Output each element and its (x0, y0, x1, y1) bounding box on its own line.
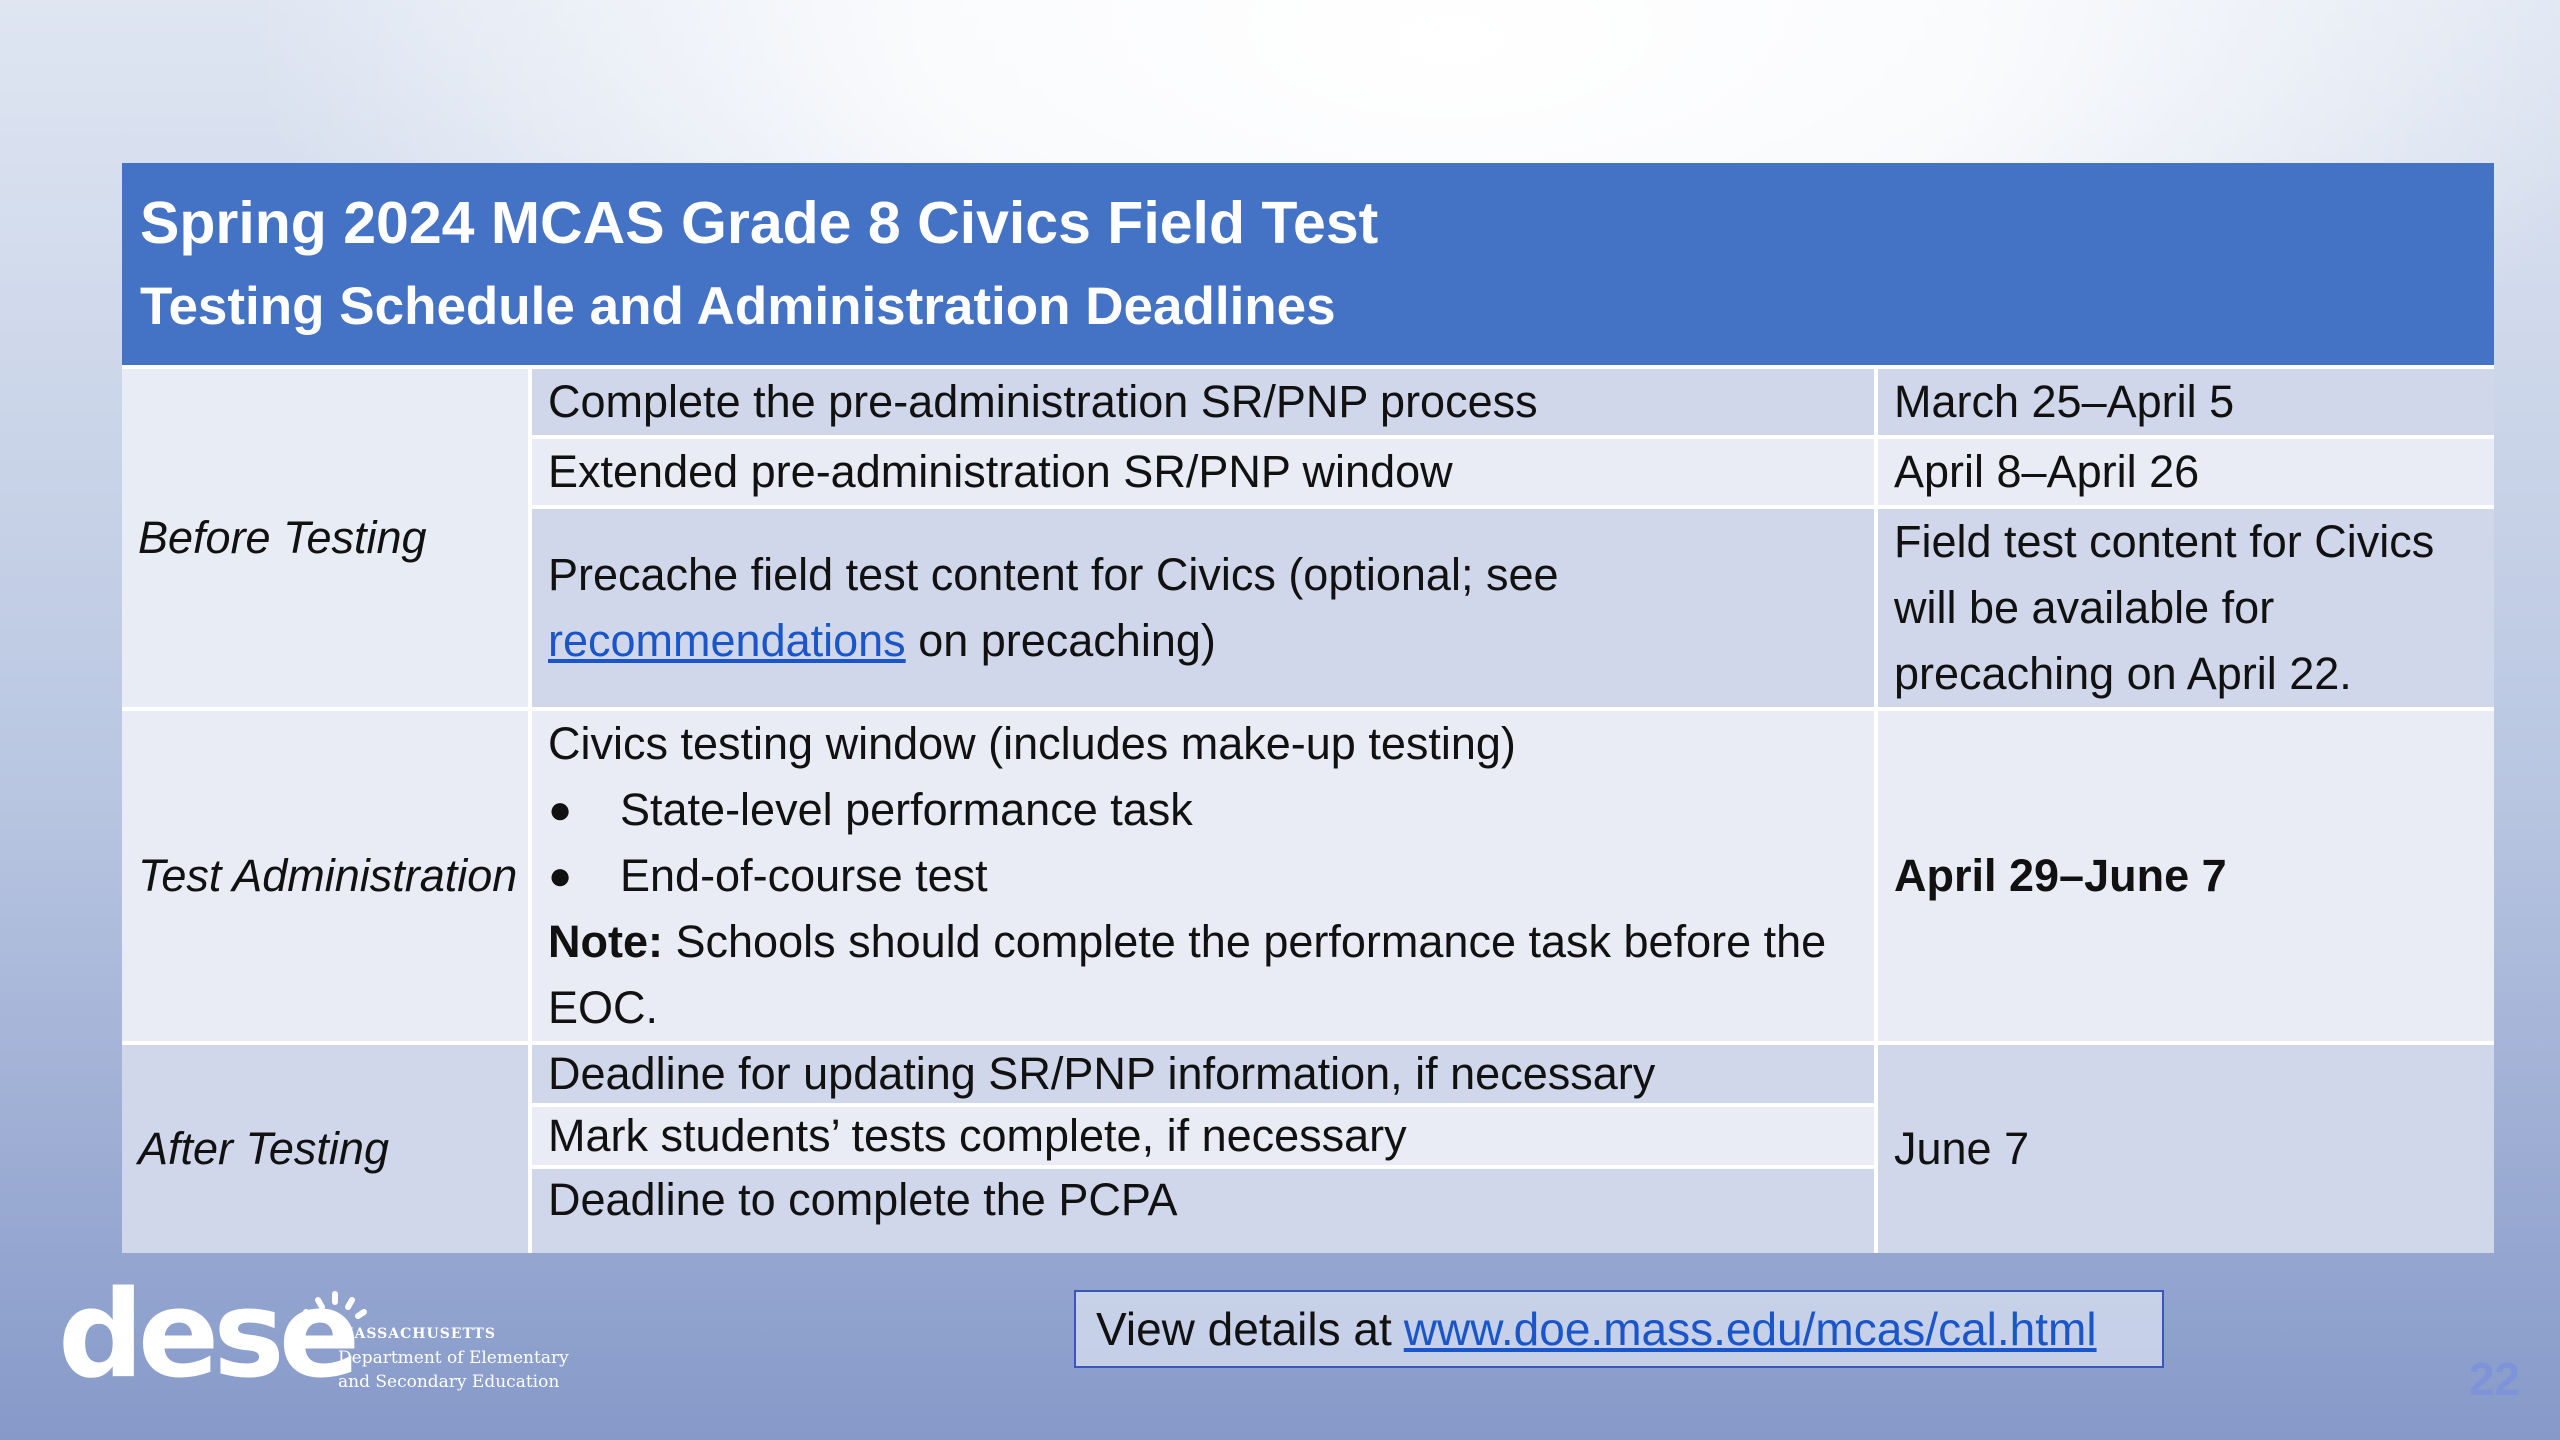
task-cell: Mark students’ tests complete, if necessary (530, 1105, 1876, 1167)
page-number: 22 (2468, 1353, 2520, 1405)
table-row (122, 709, 2494, 1043)
slide-subtitle: Testing Schedule and Administration Deadlines (140, 277, 1336, 336)
task-cell: Deadline for updating SR/PNP information, if necessary (530, 1043, 1876, 1105)
details-link[interactable]: www.doe.mass.edu/mcas/cal.html (1403, 1303, 2097, 1355)
bullet-icon: ● (548, 854, 573, 898)
admin-note (548, 909, 1874, 1041)
logo-line: Department of Elementary (338, 1348, 569, 1368)
note-label: Note: (548, 916, 663, 967)
date-cell: April 29–June 7 (1876, 709, 2494, 1043)
bullet-text: State-level performance task (620, 784, 1193, 835)
bullet-text: End-of-course test (620, 850, 988, 901)
task-cell: Deadline to complete the PCPA (530, 1167, 1876, 1253)
logo-line: MASSACHUSETTS (338, 1326, 496, 1342)
table-header-row (122, 163, 2494, 367)
date-cell: April 8–April 26 (1876, 437, 2494, 507)
precache-text: Precache field test content for Civics (optional; see (548, 549, 1559, 600)
task-cell: Extended pre-administration SR/PNP window (530, 437, 1876, 507)
bullet-item (548, 843, 1874, 909)
schedule-table (122, 163, 2494, 1253)
bullet-item (548, 777, 1874, 843)
date-cell: Field test content for Civics will be available for precaching on April 22. (1876, 507, 2494, 709)
note-text: Schools should complete the performance task before the EOC. (548, 916, 1827, 1033)
details-callout (1074, 1290, 2164, 1368)
slide-title: Spring 2024 MCAS Grade 8 Civics Field Test (140, 190, 1379, 256)
logo-text (338, 1322, 569, 1394)
admin-intro: Civics testing window (includes make-up testing) (548, 718, 1516, 769)
logo-wordmark: dese (58, 1266, 355, 1405)
date-cell: March 25–April 5 (1876, 367, 2494, 437)
precache-suffix: on precaching) (918, 615, 1216, 666)
details-prefix: View details at (1096, 1303, 1392, 1355)
date-cell: June 7 (1876, 1043, 2494, 1253)
task-cell: Complete the pre-administration SR/PNP process (530, 367, 1876, 437)
table-header (122, 163, 2494, 367)
logo-line: and Secondary Education (338, 1372, 560, 1392)
phase-test-administration: Test Administration (122, 709, 530, 1043)
phase-before-testing: Before Testing (122, 367, 530, 709)
task-cell (530, 507, 1876, 709)
dese-logo (58, 1266, 618, 1405)
phase-after-testing: After Testing (122, 1043, 530, 1253)
recommendations-link[interactable]: recommendations (548, 615, 906, 666)
bullet-icon: ● (548, 788, 573, 832)
table-row (122, 1043, 2494, 1105)
task-cell (530, 709, 1876, 1043)
table-row (122, 367, 2494, 437)
